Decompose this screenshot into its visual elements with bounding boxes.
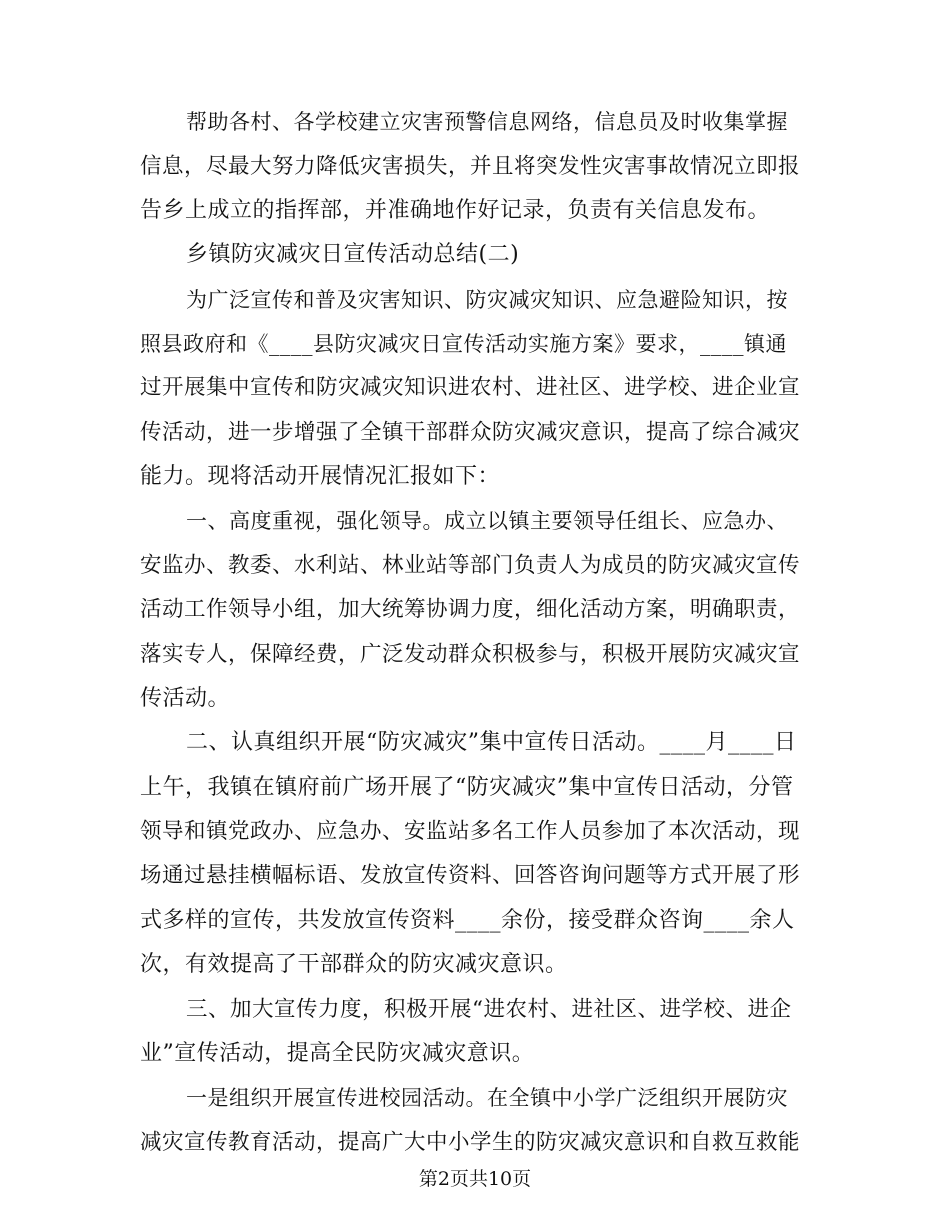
text-line: 一、高度重视，强化领导。成立以镇主要领导任组长、应急办、 [186, 509, 788, 533]
text-line: 式多样的宣传，共发放宣传资料____余份，接受群众咨询____余人 [140, 908, 795, 933]
text-line: 一是组织开展宣传进校园活动。在全镇中小学广泛组织开展防灾 [186, 1086, 788, 1110]
text-line: 为广泛宣传和普及灾害知识、防灾减灾知识、应急避险知识，按 [186, 288, 788, 312]
text-line: 能力。现将活动开展情况汇报如下： [140, 464, 501, 489]
text-line: 二、认真组织开展“防灾减灾”集中宣传日活动。____月____日 [186, 730, 797, 755]
section-heading: 乡镇防灾减灾日宣传活动总结(二) [186, 242, 520, 267]
text-line: 帮助各村、各学校建立灾害预警信息网络，信息员及时收集掌握 [186, 110, 788, 134]
text-line: 业”宣传活动，提高全民防灾减灾意识。 [140, 1041, 535, 1066]
text-line: 场通过悬挂横幅标语、发放宣传资料、回答咨询问题等方式开展了形 [140, 863, 801, 888]
text-line: 告乡上成立的指挥部，并准确地作好记录，负责有关信息发布。 [140, 198, 771, 223]
text-line: 信息，尽最大努力降低灾害损失，并且将突发性灾害事故情况立即报 [140, 154, 801, 179]
text-line: 落实专人，保障经费，广泛发动群众积极参与，积极开展防灾减灾宣 [140, 642, 801, 667]
text-line: 上午，我镇在镇府前广场开展了“防灾减灾”集中宣传日活动，分管 [140, 775, 794, 800]
text-line: 传活动，进一步增强了全镇干部群众防灾减灾意识，提高了综合减灾 [140, 420, 801, 445]
text-line: 安监办、教委、水利站、林业站等部门负责人为成员的防灾减灾宣传 [140, 553, 801, 578]
text-line: 过开展集中宣传和防灾减灾知识进农村、进社区、进学校、进企业宣 [140, 375, 801, 400]
text-line: 领导和镇党政办、应急办、安监站多名工作人员参加了本次活动，现 [140, 819, 801, 844]
text-line: 次，有效提高了干部群众的防灾减灾意识。 [140, 952, 568, 977]
text-line: 活动工作领导小组，加大统筹协调力度，细化活动方案，明确职责， [140, 597, 801, 622]
text-line: 传活动。 [140, 686, 231, 711]
text-line: 三、加大宣传力度，积极开展“进农村、进社区、进学校、进企 [186, 997, 792, 1022]
page-number-footer: 第2页共10页 [418, 1168, 532, 1190]
text-line: 减灾宣传教育活动，提高广大中小学生的防灾减灾意识和自救互救能 [140, 1130, 801, 1155]
text-line: 照县政府和《____县防灾减灾日宣传活动实施方案》要求，____镇通 [140, 332, 787, 356]
